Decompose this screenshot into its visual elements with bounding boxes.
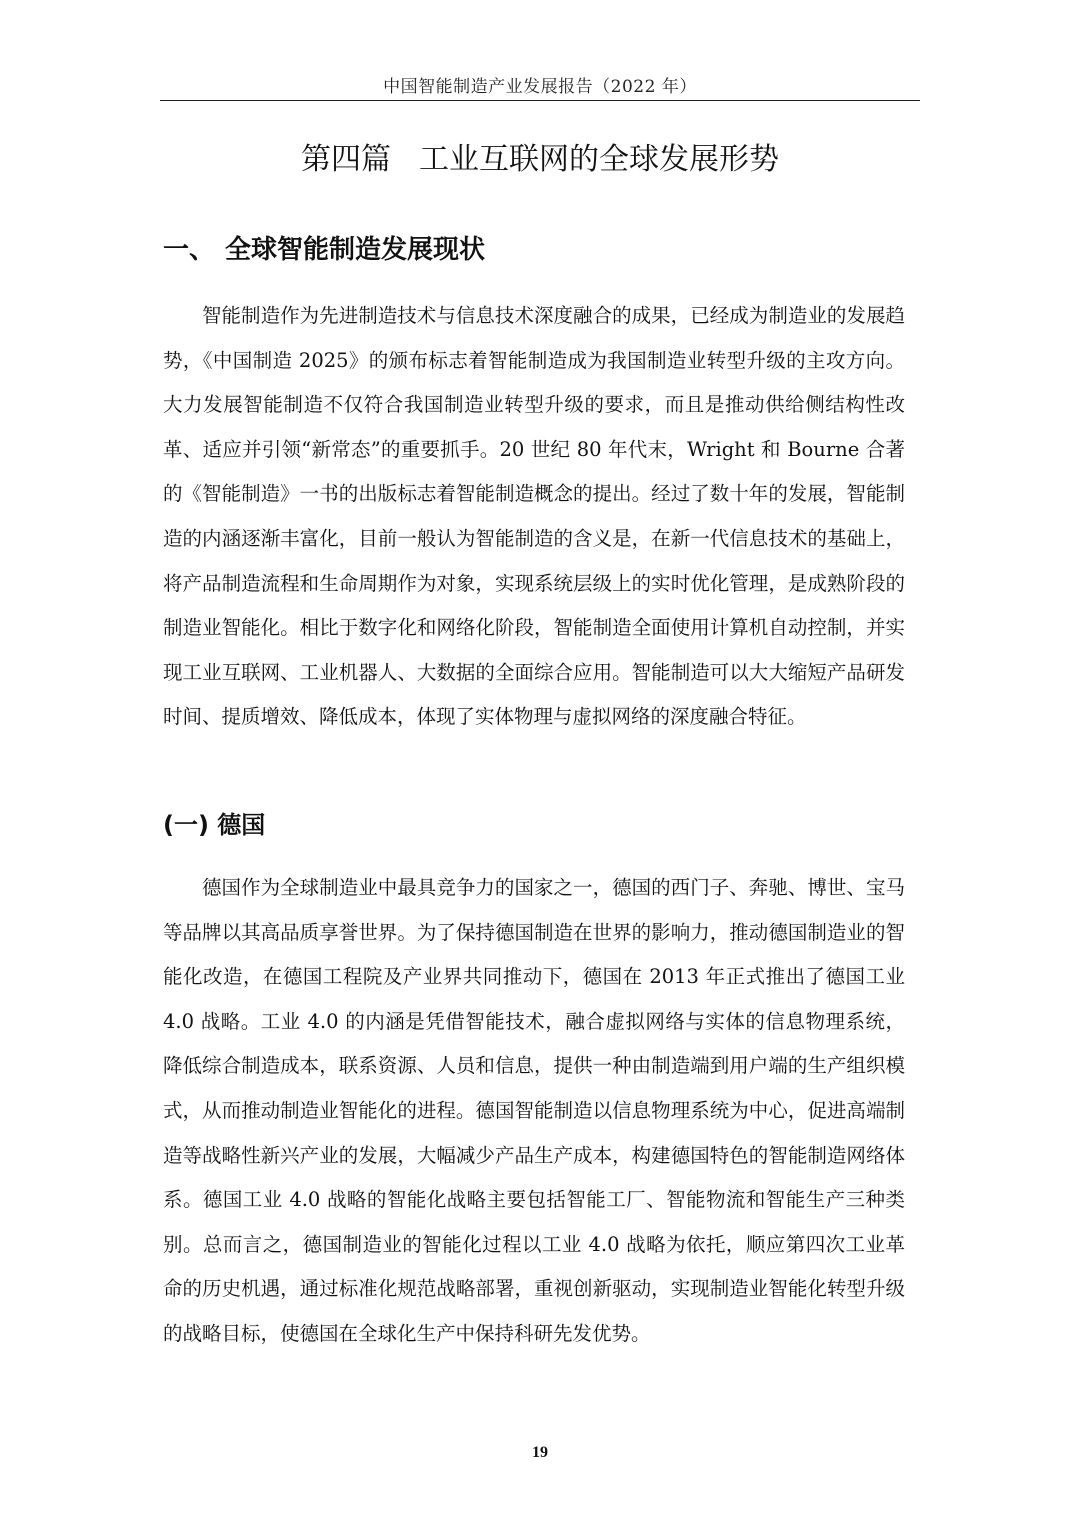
section-title: 全球智能制造发展现状 [225, 235, 486, 265]
part-name: 工业互联网的全球发展形势 [419, 142, 779, 177]
page-number: 19 [532, 1444, 548, 1461]
subsection-heading: (一) 德国 [163, 811, 266, 839]
header-divider [160, 100, 920, 101]
part-label: 第四篇 [301, 142, 391, 177]
section-heading [163, 230, 923, 270]
section-paragraph: 智能制造作为先进制造技术与信息技术深度融合的成果，已经成为制造业的发展趋势，《中国制造 2025》的颁布标志着智能制造成为我国制造业转型升级的主攻方向。大力发展智能制造不仅符合我国制造业转型升级的要求，而且是推动供给侧结构性改革、适应并引领“新常态”的重要抓手。20 世纪 80 年代末，Wright 和 Bourne 合著的《智能制造》一书的出版标志着智能制造概念的提出。经过了数十年的发展，智能制造的内涵逐渐丰富化，目前一般认为智能制造的含义是，在新一代信息技术的基础上，将产品制造流程和生命周期作为对象，实现系统层级上的实时优化管理，是成熟阶段的制造业智能化。相比于数字化和网络化阶段，智能制造全面使用计算机自动控制，并实现工业互联网、工业机器人、大数据的全面综合应用。智能制造可以大大缩短产品研发时间、提质增效、降低成本，体现了实体物理与虚拟网络的深度融合特征。 [163, 304, 905, 729]
subsection-paragraph: 德国作为全球制造业中最具竞争力的国家之一，德国的西门子、奔驰、博世、宝马等品牌以其高品质享誉世界。为了保持德国制造在世界的影响力，推动德国制造业的智能化改造，在德国工程院及产业界共同推动下，德国在 2013 年正式推出了德国工业 4.0 战略。工业 4.0 的内涵是凭借智能技术，融合虚拟网络与实体的信息物理系统，降低综合制造成本，联系资源、人员和信息，提供一种由制造端到用户端的生产组织模式，从而推动制造业智能化的进程。德国智能制造以信息物理系统为中心，促进高端制造等战略性新兴产业的发展，大幅减少产品生产成本，构建德国特色的智能制造网络体系。德国工业 4.0 战略的智能化战略主要包括智能工厂、智能物流和智能生产三种类别。总而言之，德国制造业的智能化过程以工业 4.0 战略为依托，顺应第四次工业革命的历史机遇，通过标准化规范战略部署，重视创新驱动，实现制造业智能化转型升级的战略目标，使德国在全球化生产中保持科研先发优势。 [163, 876, 905, 1345]
running-header: 中国智能制造产业发展报告（2022 年） [383, 77, 697, 97]
part-title [160, 138, 920, 182]
section-number: 一、 [163, 235, 216, 265]
